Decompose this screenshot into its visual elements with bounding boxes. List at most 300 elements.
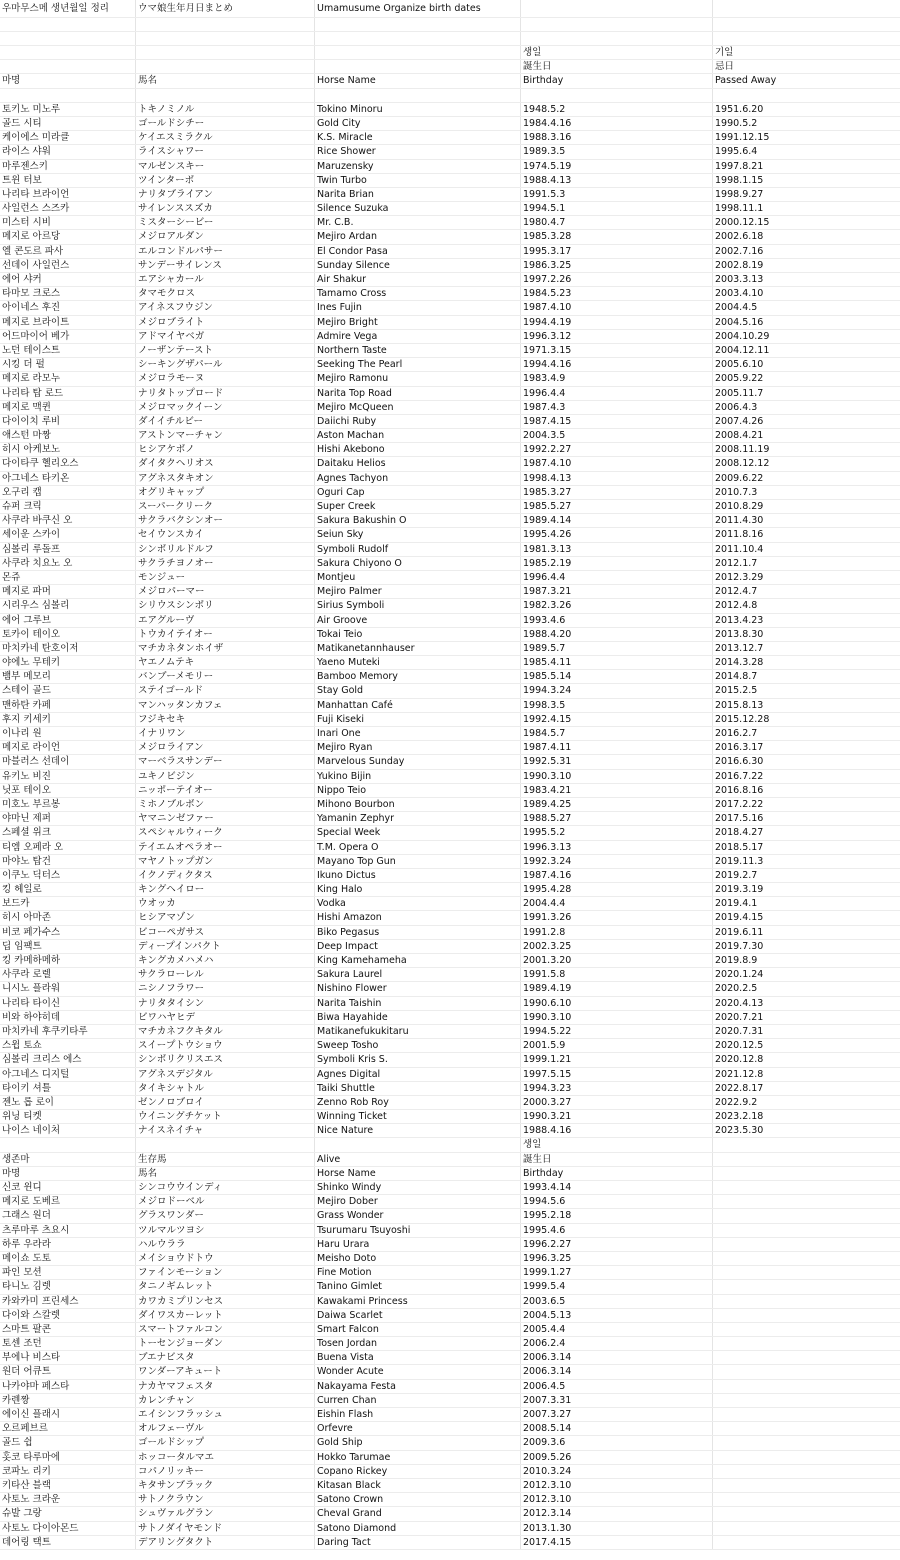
passed-away-cell[interactable]: 2017.5.16 <box>715 813 764 825</box>
passed-away-cell[interactable]: 2019.2.7 <box>715 869 758 881</box>
horse-name-korean-cell[interactable]: 이쿠노 딕터스 <box>0 869 136 882</box>
horse-name-english-cell[interactable]: Mejiro Ramonu <box>315 372 521 385</box>
horse-name-english-cell[interactable]: Mejiro Palmer <box>315 585 521 598</box>
horse-name-korean-cell[interactable]: 히시 아마존 <box>0 911 136 924</box>
horse-name-korean-cell[interactable]: 아그네스 타키온 <box>0 472 136 485</box>
birthday-cell[interactable]: 2007.3.31 <box>521 1394 713 1407</box>
empty-cell[interactable] <box>315 18 521 31</box>
horse-name-japanese-cell[interactable]: エイシンフラッシュ <box>136 1408 315 1421</box>
horse-name-english-cell[interactable]: Hishi Akebono <box>315 443 521 456</box>
passed-away-cell[interactable]: 2005.11.7 <box>715 387 764 399</box>
horse-name-english-cell[interactable]: Mejiro McQueen <box>315 401 521 414</box>
passed-away-cell[interactable]: 2016.3.17 <box>715 742 764 754</box>
birthday-cell[interactable]: 1995.2.18 <box>521 1209 713 1222</box>
horse-name-japanese-cell[interactable]: デアリングタクト <box>136 1536 315 1549</box>
empty-cell[interactable] <box>136 1138 315 1151</box>
empty-cell[interactable] <box>713 1394 900 1407</box>
horse-name-japanese-cell[interactable]: アストンマーチャン <box>136 429 315 442</box>
horse-name-korean-cell[interactable]: 오구리 캡 <box>0 486 136 499</box>
empty-cell[interactable] <box>713 1522 900 1535</box>
empty-cell[interactable] <box>0 32 136 45</box>
horse-name-korean-cell[interactable]: 시킹 더 펄 <box>0 358 136 371</box>
horse-name-korean-cell[interactable]: 에이신 플래시 <box>0 1408 136 1421</box>
birthday-cell[interactable]: 1994.4.19 <box>521 316 713 329</box>
empty-cell[interactable] <box>713 18 900 31</box>
horse-name-english-cell[interactable]: Gold Ship <box>315 1436 521 1449</box>
passed-away-cell[interactable]: 1995.6.4 <box>715 146 758 158</box>
horse-name-japanese-cell[interactable]: アグネスデジタル <box>136 1068 315 1081</box>
horse-name-english-cell[interactable]: Maruzensky <box>315 160 521 173</box>
birthday-cell[interactable]: 1990.3.21 <box>521 1110 713 1123</box>
horse-name-korean-cell[interactable]: 슈발 그랑 <box>0 1507 136 1520</box>
birthday-cell[interactable]: 1992.5.31 <box>521 755 713 768</box>
horse-name-english-cell[interactable]: Biko Pegasus <box>315 926 521 939</box>
birthday-cell[interactable]: 1990.6.10 <box>521 997 713 1010</box>
horse-name-japanese-cell[interactable]: サクラチヨノオー <box>136 557 315 570</box>
horse-name-japanese-cell[interactable]: バンブーメモリー <box>136 670 315 683</box>
horse-name-japanese-cell[interactable]: メジロライアン <box>136 741 315 754</box>
horse-name-korean-cell[interactable]: 다이와 스칼렛 <box>0 1309 136 1322</box>
horse-name-korean-cell[interactable]: 스테이 골드 <box>0 684 136 697</box>
horse-name-japanese-cell[interactable]: マンハッタンカフェ <box>136 699 315 712</box>
passed-away-cell[interactable]: 2019.11.3 <box>715 855 764 867</box>
birthday-cell[interactable]: 2006.3.14 <box>521 1365 713 1378</box>
birthday-cell[interactable]: 2008.5.14 <box>521 1422 713 1435</box>
horse-name-korean-cell[interactable]: 케이에스 미라클 <box>0 131 136 144</box>
horse-name-japanese-cell[interactable]: メジロラモーヌ <box>136 372 315 385</box>
horse-name-japanese-cell[interactable]: メジロアルダン <box>136 230 315 243</box>
birthday-cell[interactable]: 1991.5.3 <box>521 188 713 201</box>
birthday-cell[interactable]: 1991.2.8 <box>521 926 713 939</box>
horse-name-korean-cell[interactable]: 코파노 리키 <box>0 1465 136 1478</box>
birthday-cell[interactable]: 2009.5.26 <box>521 1451 713 1464</box>
birthday-cell[interactable]: 1991.3.26 <box>521 911 713 924</box>
birthday-cell[interactable]: 1985.4.11 <box>521 656 713 669</box>
horse-name-english-cell[interactable]: Eishin Flash <box>315 1408 521 1421</box>
horse-name-japanese-cell[interactable]: ユキノビジン <box>136 770 315 783</box>
horse-name-english-cell[interactable]: Sakura Laurel <box>315 968 521 981</box>
horse-name-english-cell[interactable]: K.S. Miracle <box>315 131 521 144</box>
birthday-cell[interactable]: 2003.6.5 <box>521 1295 713 1308</box>
horse-name-korean-cell[interactable]: 메지로 라모누 <box>0 372 136 385</box>
horse-name-english-cell[interactable]: Winning Ticket <box>315 1110 521 1123</box>
horse-name-japanese-cell[interactable]: スイープトウショウ <box>136 1039 315 1052</box>
birthday-cell[interactable]: 1990.3.10 <box>521 770 713 783</box>
birthday-cell[interactable]: 1985.3.28 <box>521 230 713 243</box>
horse-name-japanese-cell[interactable]: アドマイヤベガ <box>136 330 315 343</box>
horse-name-korean-cell[interactable]: 닛포 테이오 <box>0 784 136 797</box>
horse-name-korean-cell[interactable]: 데어링 택트 <box>0 1536 136 1549</box>
horse-name-japanese-cell[interactable]: タニノギムレット <box>136 1280 315 1293</box>
horse-name-japanese-cell[interactable]: トキノミノル <box>136 103 315 116</box>
horse-name-english-cell[interactable]: Tokai Teio <box>315 628 521 641</box>
birthday-cell[interactable]: 1989.3.5 <box>521 145 713 158</box>
birthday-cell[interactable]: 1988.3.16 <box>521 131 713 144</box>
birthday-cell[interactable]: 1984.5.7 <box>521 727 713 740</box>
passed-away-cell[interactable]: 2016.7.22 <box>715 770 764 782</box>
horse-name-korean-cell[interactable]: 마야노 탑건 <box>0 855 136 868</box>
horse-name-korean-cell[interactable]: 카렌짱 <box>0 1394 136 1407</box>
horse-name-japanese-cell[interactable]: タマモクロス <box>136 287 315 300</box>
horse-name-japanese-cell[interactable]: ニッポーテイオー <box>136 784 315 797</box>
empty-cell[interactable] <box>315 1138 521 1151</box>
empty-cell[interactable] <box>713 1252 900 1265</box>
passed-away-cell[interactable]: 2012.4.7 <box>715 586 758 598</box>
horse-name-english-cell[interactable]: El Condor Pasa <box>315 245 521 258</box>
col-header-japanese[interactable]: 馬名 <box>136 74 315 87</box>
birthday-cell[interactable]: 1995.3.17 <box>521 245 713 258</box>
horse-name-korean-cell[interactable]: 토센 조던 <box>0 1337 136 1350</box>
birthday-cell[interactable]: 1985.2.19 <box>521 557 713 570</box>
horse-name-korean-cell[interactable]: 선데이 사일런스 <box>0 259 136 272</box>
horse-name-korean-cell[interactable]: 파인 모션 <box>0 1266 136 1279</box>
birthday-cell[interactable]: 1987.4.11 <box>521 741 713 754</box>
birthday-cell[interactable]: 1989.4.14 <box>521 514 713 527</box>
horse-name-japanese-cell[interactable]: メジロドーベル <box>136 1195 315 1208</box>
passed-away-cell[interactable]: 2020.1.24 <box>715 969 764 981</box>
empty-cell[interactable] <box>713 89 900 102</box>
horse-name-korean-cell[interactable]: 나리타 타이신 <box>0 997 136 1010</box>
horse-name-english-cell[interactable]: Meisho Doto <box>315 1252 521 1265</box>
horse-name-korean-cell[interactable]: 맨하탄 카페 <box>0 699 136 712</box>
passed-away-cell[interactable]: 2002.7.16 <box>715 245 764 257</box>
horse-name-japanese-cell[interactable]: マヤノトップガン <box>136 855 315 868</box>
horse-name-english-cell[interactable]: Ines Fujin <box>315 301 521 314</box>
horse-name-korean-cell[interactable]: 오르페브르 <box>0 1422 136 1435</box>
horse-name-korean-cell[interactable]: 유키노 비진 <box>0 770 136 783</box>
horse-name-japanese-cell[interactable]: シリウスシンボリ <box>136 599 315 612</box>
horse-name-japanese-cell[interactable]: ハルウララ <box>136 1238 315 1251</box>
birthday-cell[interactable]: 1985.5.14 <box>521 670 713 683</box>
passed-away-cell[interactable]: 2013.8.30 <box>715 628 764 640</box>
horse-name-korean-cell[interactable]: 다이이치 루비 <box>0 415 136 428</box>
horse-name-japanese-cell[interactable]: スマートファルコン <box>136 1323 315 1336</box>
horse-name-english-cell[interactable]: Grass Wonder <box>315 1209 521 1222</box>
horse-name-english-cell[interactable]: Cheval Grand <box>315 1507 521 1520</box>
birthday-cell[interactable]: 1983.4.9 <box>521 372 713 385</box>
horse-name-english-cell[interactable]: Sweep Tosho <box>315 1039 521 1052</box>
empty-cell[interactable] <box>0 46 136 59</box>
birthday-cell[interactable]: 1996.3.13 <box>521 841 713 854</box>
birthday-cell[interactable]: 1987.4.10 <box>521 457 713 470</box>
horse-name-english-cell[interactable]: Tokino Minoru <box>315 103 521 116</box>
horse-name-english-cell[interactable]: King Halo <box>315 883 521 896</box>
horse-name-korean-cell[interactable]: 티엠 오페라 오 <box>0 841 136 854</box>
birthday-cell[interactable]: 1999.1.21 <box>521 1053 713 1066</box>
horse-name-english-cell[interactable]: Yukino Bijin <box>315 770 521 783</box>
horse-name-english-cell[interactable]: Sakura Bakushin O <box>315 514 521 527</box>
horse-name-english-cell[interactable]: Agnes Digital <box>315 1068 521 1081</box>
horse-name-korean-cell[interactable]: 후지 키세키 <box>0 713 136 726</box>
horse-name-korean-cell[interactable]: 사쿠라 치요노 오 <box>0 557 136 570</box>
horse-name-korean-cell[interactable]: 심볼리 크리스 에스 <box>0 1053 136 1066</box>
horse-name-english-cell[interactable]: Mejiro Bright <box>315 316 521 329</box>
horse-name-japanese-cell[interactable]: ケイエスミラクル <box>136 131 315 144</box>
passed-away-cell[interactable]: 2004.4.5 <box>715 302 758 314</box>
passed-away-cell[interactable]: 2020.4.13 <box>715 997 764 1009</box>
horse-name-japanese-cell[interactable]: カワカミプリンセス <box>136 1295 315 1308</box>
horse-name-english-cell[interactable]: T.M. Opera O <box>315 841 521 854</box>
birthday-cell[interactable]: 1992.4.15 <box>521 713 713 726</box>
passed-away-cell[interactable]: 2014.8.7 <box>715 671 758 683</box>
horse-name-korean-cell[interactable]: 에어 그루브 <box>0 614 136 627</box>
horse-name-japanese-cell[interactable]: ツインターボ <box>136 174 315 187</box>
horse-name-korean-cell[interactable]: 타마모 크로스 <box>0 287 136 300</box>
empty-cell[interactable] <box>0 89 136 102</box>
alive-birth-header-ko[interactable]: 생일 <box>521 1138 713 1151</box>
birthday-cell[interactable]: 2000.3.27 <box>521 1096 713 1109</box>
horse-name-japanese-cell[interactable]: キングヘイロー <box>136 883 315 896</box>
horse-name-japanese-cell[interactable]: メイショウドトウ <box>136 1252 315 1265</box>
empty-cell[interactable] <box>713 0 900 17</box>
passed-away-cell[interactable]: 2009.6.22 <box>715 472 764 484</box>
horse-name-japanese-cell[interactable]: サクラローレル <box>136 968 315 981</box>
death-header-ja[interactable]: 忌日 <box>715 61 735 73</box>
passed-away-cell[interactable]: 1997.8.21 <box>715 160 764 172</box>
horse-name-japanese-cell[interactable]: タイキシャトル <box>136 1082 315 1095</box>
horse-name-english-cell[interactable]: Copano Rickey <box>315 1465 521 1478</box>
horse-name-korean-cell[interactable]: 라이스 샤워 <box>0 145 136 158</box>
horse-name-japanese-cell[interactable]: トーセンジョーダン <box>136 1337 315 1350</box>
empty-cell[interactable] <box>136 18 315 31</box>
passed-away-cell[interactable]: 2004.10.29 <box>715 330 770 342</box>
horse-name-english-cell[interactable]: King Kamehameha <box>315 954 521 967</box>
birthday-cell[interactable]: 1987.3.21 <box>521 585 713 598</box>
empty-cell[interactable] <box>315 32 521 45</box>
horse-name-korean-cell[interactable]: 츠루마루 츠요시 <box>0 1224 136 1237</box>
birthday-cell[interactable]: 1995.4.6 <box>521 1224 713 1237</box>
horse-name-japanese-cell[interactable]: サトノダイヤモンド <box>136 1522 315 1535</box>
passed-away-cell[interactable]: 2005.6.10 <box>715 359 764 371</box>
horse-name-korean-cell[interactable]: 시리우스 심볼리 <box>0 599 136 612</box>
passed-away-cell[interactable]: 2019.3.19 <box>715 884 764 896</box>
horse-name-korean-cell[interactable]: 메이쇼 도토 <box>0 1252 136 1265</box>
horse-name-japanese-cell[interactable]: ミスターシービー <box>136 216 315 229</box>
horse-name-english-cell[interactable]: Sirius Symboli <box>315 599 521 612</box>
alive-label-english[interactable]: Alive <box>315 1153 521 1166</box>
birthday-cell[interactable]: 1994.3.24 <box>521 684 713 697</box>
passed-away-cell[interactable]: 2016.2.7 <box>715 728 758 739</box>
horse-name-japanese-cell[interactable]: エアグルーヴ <box>136 614 315 627</box>
horse-name-korean-cell[interactable]: 사토노 크라운 <box>0 1493 136 1506</box>
birthday-cell[interactable]: 1993.4.14 <box>521 1181 713 1194</box>
passed-away-cell[interactable]: 2005.9.22 <box>715 373 764 385</box>
birthday-cell[interactable]: 2004.4.4 <box>521 897 713 910</box>
horse-name-japanese-cell[interactable]: ゼンノロブロイ <box>136 1096 315 1109</box>
horse-name-korean-cell[interactable]: 마치카네 탄호이저 <box>0 642 136 655</box>
birthday-cell[interactable]: 2005.4.4 <box>521 1323 713 1336</box>
horse-name-english-cell[interactable]: Silence Suzuka <box>315 202 521 215</box>
horse-name-korean-cell[interactable]: 스마트 팔콘 <box>0 1323 136 1336</box>
birthday-cell[interactable]: 2001.5.9 <box>521 1039 713 1052</box>
alive-col-header-english[interactable]: Horse Name <box>315 1167 521 1180</box>
birthday-cell[interactable]: 1993.4.6 <box>521 614 713 627</box>
horse-name-english-cell[interactable]: Inari One <box>315 727 521 740</box>
horse-name-english-cell[interactable]: Curren Chan <box>315 1394 521 1407</box>
horse-name-japanese-cell[interactable]: メジロマックイーン <box>136 401 315 414</box>
empty-cell[interactable] <box>713 1295 900 1308</box>
horse-name-english-cell[interactable]: Matikanefukukitaru <box>315 1025 521 1038</box>
birthday-cell[interactable]: 1998.3.5 <box>521 699 713 712</box>
passed-away-cell[interactable]: 2015.2.5 <box>715 685 758 697</box>
passed-away-cell[interactable]: 2022.8.17 <box>715 1082 764 1094</box>
horse-name-korean-cell[interactable]: 보드카 <box>0 897 136 910</box>
horse-name-english-cell[interactable]: Hokko Tarumae <box>315 1451 521 1464</box>
horse-name-korean-cell[interactable]: 젠노 롭 로이 <box>0 1096 136 1109</box>
horse-name-english-cell[interactable]: Mejiro Dober <box>315 1195 521 1208</box>
birthday-cell[interactable]: 2012.3.14 <box>521 1507 713 1520</box>
empty-cell[interactable] <box>713 1266 900 1279</box>
passed-away-cell[interactable]: 2008.4.21 <box>715 430 764 442</box>
title-english[interactable]: Umamusume Organize birth dates <box>315 0 521 17</box>
horse-name-korean-cell[interactable]: 엘 콘도르 파사 <box>0 245 136 258</box>
birthday-cell[interactable]: 1984.4.16 <box>521 117 713 130</box>
empty-cell[interactable] <box>713 1337 900 1350</box>
horse-name-japanese-cell[interactable]: キタサンブラック <box>136 1479 315 1492</box>
horse-name-korean-cell[interactable]: 메지로 파머 <box>0 585 136 598</box>
empty-cell[interactable] <box>713 1422 900 1435</box>
horse-name-korean-cell[interactable]: 나카야마 페스타 <box>0 1380 136 1393</box>
birthday-cell[interactable]: 1999.5.4 <box>521 1280 713 1293</box>
birthday-cell[interactable]: 1988.5.27 <box>521 812 713 825</box>
horse-name-korean-cell[interactable]: 마루젠스키 <box>0 160 136 173</box>
birthday-cell[interactable]: 1996.3.12 <box>521 330 713 343</box>
horse-name-korean-cell[interactable]: 뱀부 메모리 <box>0 670 136 683</box>
horse-name-english-cell[interactable]: Stay Gold <box>315 684 521 697</box>
horse-name-japanese-cell[interactable]: オグリキャップ <box>136 486 315 499</box>
horse-name-korean-cell[interactable]: 니시노 플라워 <box>0 982 136 995</box>
birthday-cell[interactable]: 1997.2.26 <box>521 273 713 286</box>
horse-name-english-cell[interactable]: Shinko Windy <box>315 1181 521 1194</box>
horse-name-japanese-cell[interactable]: サイレンススズカ <box>136 202 315 215</box>
empty-cell[interactable] <box>136 46 315 59</box>
horse-name-english-cell[interactable]: Tanino Gimlet <box>315 1280 521 1293</box>
horse-name-korean-cell[interactable]: 아이네스 후진 <box>0 301 136 314</box>
horse-name-korean-cell[interactable]: 나이스 네이처 <box>0 1124 136 1137</box>
birthday-cell[interactable]: 2006.3.14 <box>521 1351 713 1364</box>
empty-cell[interactable] <box>136 32 315 45</box>
horse-name-korean-cell[interactable]: 몬쥬 <box>0 571 136 584</box>
horse-name-korean-cell[interactable]: 사쿠라 바쿠신 오 <box>0 514 136 527</box>
horse-name-english-cell[interactable]: Special Week <box>315 826 521 839</box>
horse-name-english-cell[interactable]: Seiun Sky <box>315 528 521 541</box>
passed-away-cell[interactable]: 2011.4.30 <box>715 515 764 527</box>
horse-name-japanese-cell[interactable]: ナリタタイシン <box>136 997 315 1010</box>
horse-name-english-cell[interactable]: Nippo Teio <box>315 784 521 797</box>
horse-name-english-cell[interactable]: Haru Urara <box>315 1238 521 1251</box>
passed-away-cell[interactable]: 2019.4.1 <box>715 898 758 910</box>
horse-name-korean-cell[interactable]: 아그네스 디지털 <box>0 1068 136 1081</box>
horse-name-japanese-cell[interactable]: ノーザンテースト <box>136 344 315 357</box>
birthday-cell[interactable]: 2017.4.15 <box>521 1536 713 1549</box>
horse-name-japanese-cell[interactable]: ステイゴールド <box>136 684 315 697</box>
horse-name-korean-cell[interactable]: 토키노 미노루 <box>0 103 136 116</box>
birthday-cell[interactable]: 1974.5.19 <box>521 160 713 173</box>
birthday-cell[interactable]: 1996.3.25 <box>521 1252 713 1265</box>
horse-name-japanese-cell[interactable]: ツルマルツヨシ <box>136 1224 315 1237</box>
passed-away-cell[interactable]: 1991.12.15 <box>715 132 770 144</box>
passed-away-cell[interactable]: 1990.5.2 <box>715 117 758 129</box>
passed-away-cell[interactable]: 2018.4.27 <box>715 827 764 839</box>
birthday-cell[interactable]: 1980.4.7 <box>521 216 713 229</box>
birthday-cell[interactable]: 2012.3.10 <box>521 1479 713 1492</box>
empty-cell[interactable] <box>521 0 713 17</box>
horse-name-english-cell[interactable]: Marvelous Sunday <box>315 755 521 768</box>
horse-name-japanese-cell[interactable]: ヤマニンゼファー <box>136 812 315 825</box>
passed-away-cell[interactable]: 2019.4.15 <box>715 912 764 924</box>
horse-name-english-cell[interactable]: Wonder Acute <box>315 1365 521 1378</box>
passed-away-cell[interactable]: 1998.11.1 <box>715 203 764 215</box>
horse-name-korean-cell[interactable]: 마블러스 선데이 <box>0 755 136 768</box>
birthday-cell[interactable]: 1995.5.2 <box>521 826 713 839</box>
horse-name-japanese-cell[interactable]: シュヴァルグラン <box>136 1507 315 1520</box>
horse-name-japanese-cell[interactable]: ゴールドシチー <box>136 117 315 130</box>
horse-name-japanese-cell[interactable]: メジロブライト <box>136 316 315 329</box>
horse-name-english-cell[interactable]: Bamboo Memory <box>315 670 521 683</box>
horse-name-english-cell[interactable]: Symboli Kris S. <box>315 1053 521 1066</box>
horse-name-english-cell[interactable]: Tsurumaru Tsuyoshi <box>315 1224 521 1237</box>
birthday-cell[interactable]: 1996.2.27 <box>521 1238 713 1251</box>
horse-name-korean-cell[interactable]: 나리타 탑 로드 <box>0 387 136 400</box>
horse-name-english-cell[interactable]: Agnes Tachyon <box>315 472 521 485</box>
horse-name-english-cell[interactable]: Montjeu <box>315 571 521 584</box>
passed-away-cell[interactable]: 2010.8.29 <box>715 501 764 512</box>
birthday-cell[interactable]: 1989.5.7 <box>521 642 713 655</box>
passed-away-cell[interactable]: 1998.9.27 <box>715 188 764 200</box>
horse-name-english-cell[interactable]: Air Shakur <box>315 273 521 286</box>
horse-name-japanese-cell[interactable]: シンボリルドルフ <box>136 543 315 556</box>
passed-away-cell[interactable]: 2020.12.5 <box>715 1040 764 1052</box>
title-korean[interactable]: 우마무스메 생년월일 정리 <box>0 0 136 17</box>
horse-name-english-cell[interactable]: Buena Vista <box>315 1351 521 1364</box>
horse-name-english-cell[interactable]: Symboli Rudolf <box>315 543 521 556</box>
horse-name-japanese-cell[interactable]: ヤエノムテキ <box>136 656 315 669</box>
birthday-cell[interactable]: 2004.3.5 <box>521 429 713 442</box>
horse-name-japanese-cell[interactable]: ミホノブルボン <box>136 798 315 811</box>
horse-name-english-cell[interactable]: Zenno Rob Roy <box>315 1096 521 1109</box>
birthday-cell[interactable]: 1996.4.4 <box>521 571 713 584</box>
alive-birth-header-ja[interactable]: 誕生日 <box>521 1153 713 1166</box>
empty-cell[interactable] <box>315 46 521 59</box>
horse-name-english-cell[interactable]: Yamanin Zephyr <box>315 812 521 825</box>
passed-away-cell[interactable]: 2011.10.4 <box>715 543 764 555</box>
horse-name-english-cell[interactable]: Mejiro Ardan <box>315 230 521 243</box>
horse-name-korean-cell[interactable]: 홋코 타루마에 <box>0 1451 136 1464</box>
empty-cell[interactable] <box>0 1138 136 1151</box>
horse-name-japanese-cell[interactable]: サンデーサイレンス <box>136 259 315 272</box>
horse-name-korean-cell[interactable]: 메지로 도베르 <box>0 1195 136 1208</box>
alive-label-japanese[interactable]: 生存馬 <box>136 1153 315 1166</box>
birthday-cell[interactable]: 1983.4.21 <box>521 784 713 797</box>
passed-away-cell[interactable]: 2017.2.22 <box>715 798 764 810</box>
passed-away-cell[interactable]: 2003.4.10 <box>715 288 764 300</box>
horse-name-english-cell[interactable]: Daiwa Scarlet <box>315 1309 521 1322</box>
horse-name-japanese-cell[interactable]: エアシャカール <box>136 273 315 286</box>
horse-name-korean-cell[interactable]: 야에노 무테키 <box>0 656 136 669</box>
horse-name-korean-cell[interactable]: 미스터 시비 <box>0 216 136 229</box>
birthday-cell[interactable]: 2007.3.27 <box>521 1408 713 1421</box>
horse-name-english-cell[interactable]: Biwa Hayahide <box>315 1011 521 1024</box>
horse-name-english-cell[interactable]: Nice Nature <box>315 1124 521 1137</box>
horse-name-korean-cell[interactable]: 메지로 브라이트 <box>0 316 136 329</box>
horse-name-english-cell[interactable]: Narita Top Road <box>315 387 521 400</box>
horse-name-japanese-cell[interactable]: テイエムオペラオー <box>136 841 315 854</box>
horse-name-japanese-cell[interactable]: カレンチャン <box>136 1394 315 1407</box>
empty-cell[interactable] <box>713 1181 900 1194</box>
empty-cell[interactable] <box>713 1479 900 1492</box>
empty-cell[interactable] <box>713 1167 900 1180</box>
horse-name-korean-cell[interactable]: 심볼리 루돌프 <box>0 543 136 556</box>
